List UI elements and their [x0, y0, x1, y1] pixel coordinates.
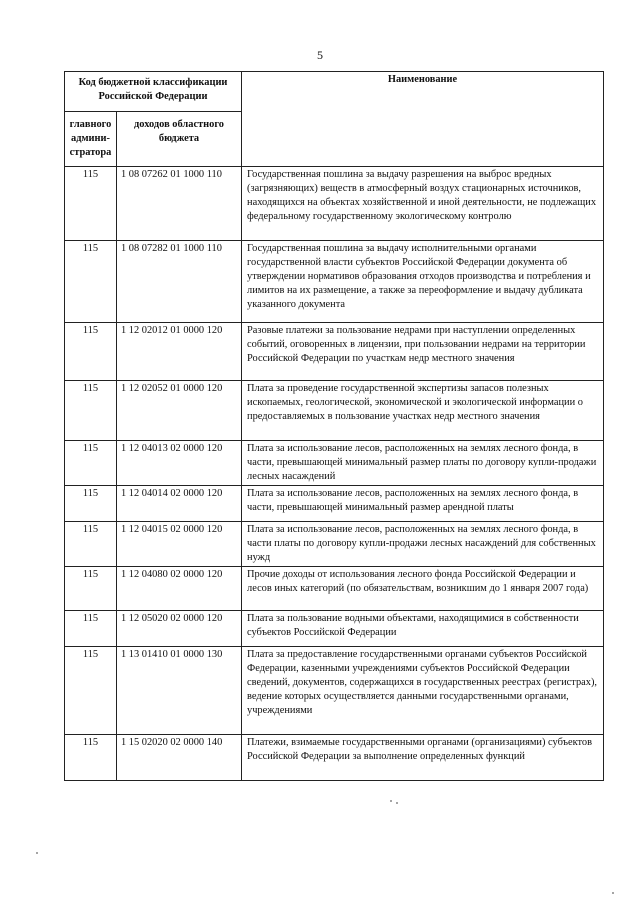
income-code: 1 12 04014 02 0000 120 — [117, 486, 242, 522]
income-code: 1 08 07282 01 1000 110 — [117, 241, 242, 323]
income-name: Прочие доходы от использования лесного фонда Российской Федерации и лесов иных категорий (по обязательствам, возникшим до 1 января 2007 года) — [242, 567, 604, 611]
income-name: Государственная пошлина за выдачу исполнительными органами государственной власти субъектов Российской Федерации документа об утверждении нормативов образования отходов производства и потребления и лимитов на их размещение, а также за переоформление и выдачу дубликата указанного документа — [242, 241, 604, 323]
scan-speck — [390, 800, 392, 802]
header-budget-code: Код бюджетной классификации Российской Федерации — [65, 72, 242, 112]
income-code: 1 12 02012 01 0000 120 — [117, 323, 242, 381]
scan-speck — [612, 892, 614, 894]
budget-classification-table — [64, 71, 604, 781]
income-name: Плата за пользование водными объектами, находящимися в собственности субъектов Российской Федерации — [242, 611, 604, 647]
admin-code: 115 — [65, 167, 117, 241]
header-income: доходов областного бюджета — [117, 112, 242, 167]
income-code: 1 12 02052 01 0000 120 — [117, 381, 242, 441]
admin-code: 115 — [65, 323, 117, 381]
income-name: Плата за предоставление государственными органами субъектов Российской Федерации, казенными учреждениями субъектов Российской Федерации сведений, документов, содержащихся в государственных реестрах (регистрах), ведение которых осуществляется данными государственными органами, учреждениями — [242, 647, 604, 735]
scan-speck — [396, 802, 398, 804]
page-number: 5 — [317, 48, 323, 62]
income-name: Плата за использование лесов, расположенных на землях лесного фонда, в части платы по договору купли-продажи лесных насаждений для собственных нужд — [242, 522, 604, 567]
table-row — [65, 647, 604, 735]
income-code: 1 12 04013 02 0000 120 — [117, 441, 242, 486]
admin-code: 115 — [65, 241, 117, 323]
header-name: Наименование — [242, 72, 604, 167]
admin-code: 115 — [65, 522, 117, 567]
income-name: Платежи, взимаемые государственными органами (организациями) субъектов Российской Федерации за выполнение определенных функций — [242, 735, 604, 781]
income-name: Плата за проведение государственной экспертизы запасов полезных ископаемых, геологической, экономической и экологической информации о предоставляемых в пользование участках недр местного значения — [242, 381, 604, 441]
income-name: Государственная пошлина за выдачу разрешения на выброс вредных (загрязняющих) веществ в атмосферный воздух стационарных источников, находящихся на объектах хозяйственной и иной деятельности, не подлежащих федеральному государственному экологическому контролю — [242, 167, 604, 241]
income-code: 1 12 04080 02 0000 120 — [117, 567, 242, 611]
table-row — [65, 323, 604, 381]
admin-code: 115 — [65, 486, 117, 522]
table-row — [65, 241, 604, 323]
table-row — [65, 611, 604, 647]
admin-code: 115 — [65, 567, 117, 611]
table-row — [65, 486, 604, 522]
income-code: 1 15 02020 02 0000 140 — [117, 735, 242, 781]
table-row — [65, 567, 604, 611]
admin-code: 115 — [65, 381, 117, 441]
table-row — [65, 735, 604, 781]
admin-code: 115 — [65, 611, 117, 647]
admin-code: 115 — [65, 647, 117, 735]
table-row — [65, 441, 604, 486]
income-name: Плата за использование лесов, расположенных на землях лесного фонда, в части, превышающей минимальный размер арендной платы — [242, 486, 604, 522]
income-code: 1 13 01410 01 0000 130 — [117, 647, 242, 735]
income-name: Плата за использование лесов, расположенных на землях лесного фонда, в части, превышающей минимальный размер платы по договору купли-продажи лесных насаждений — [242, 441, 604, 486]
income-name: Разовые платежи за пользование недрами при наступлении определенных событий, оговоренных в лицензии, при пользовании недрами на территории Российской Федерации по участкам недр местного значения — [242, 323, 604, 381]
table-row — [65, 522, 604, 567]
income-code: 1 12 05020 02 0000 120 — [117, 611, 242, 647]
table-row — [65, 381, 604, 441]
table-row — [65, 167, 604, 241]
admin-code: 115 — [65, 441, 117, 486]
admin-code: 115 — [65, 735, 117, 781]
income-code: 1 08 07262 01 1000 110 — [117, 167, 242, 241]
income-code: 1 12 04015 02 0000 120 — [117, 522, 242, 567]
header-admin: главного админи-стратора — [65, 112, 117, 167]
scan-speck — [36, 852, 38, 854]
